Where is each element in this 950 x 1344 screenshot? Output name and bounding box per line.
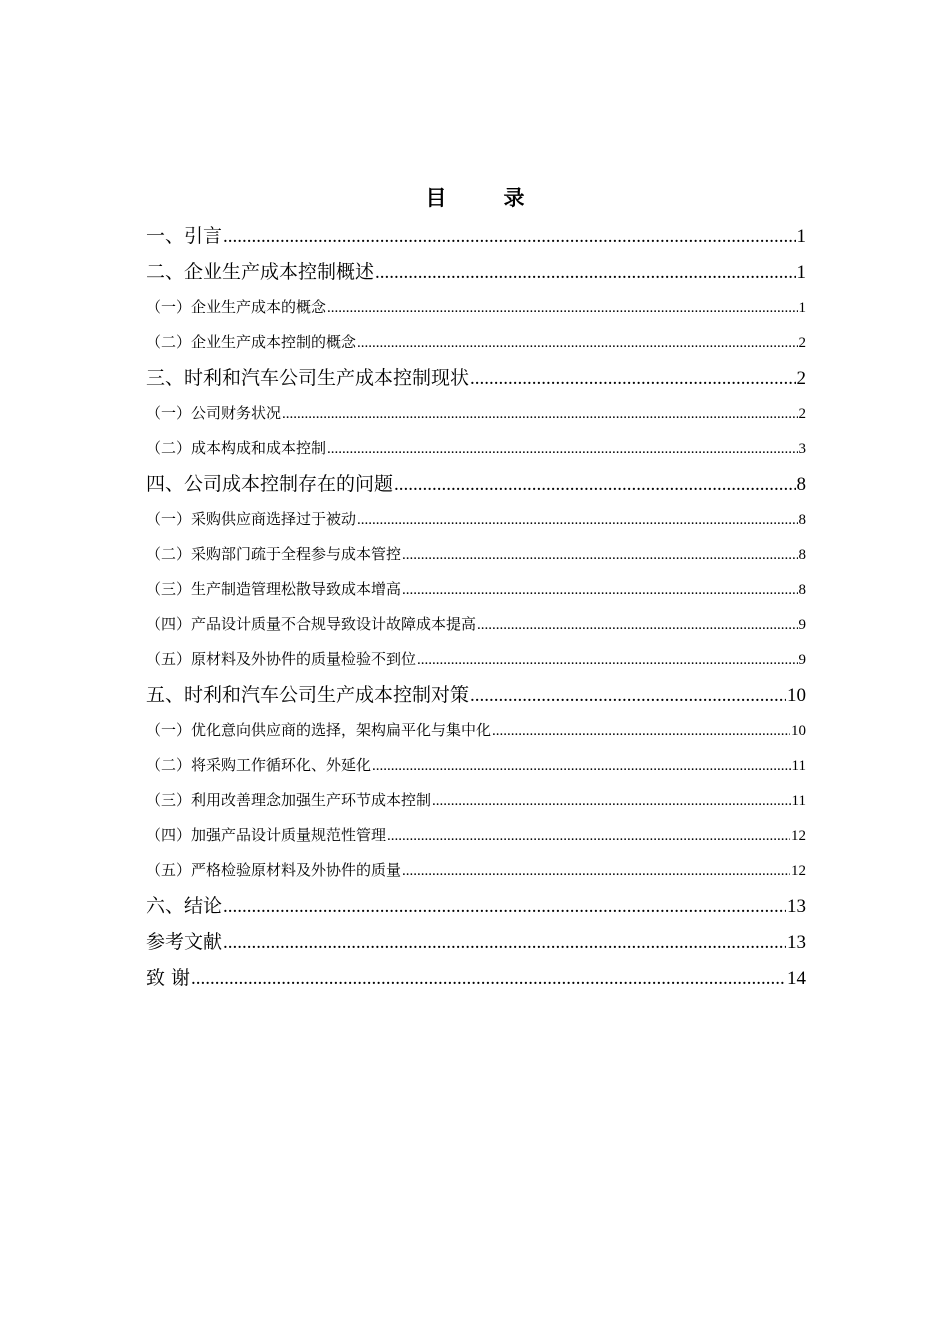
toc-title: 目 录 (425, 185, 543, 210)
toc-page-number: 1 (796, 226, 806, 247)
toc-dot-leader (470, 361, 795, 396)
toc-page-number: 11 (791, 758, 806, 774)
toc-entry[interactable] (146, 607, 806, 642)
toc-dot-leader (372, 749, 791, 783)
toc-entry[interactable] (146, 783, 806, 818)
toc-dot-leader (432, 784, 791, 818)
toc-entry[interactable] (146, 677, 806, 713)
toc-entry-text: 四、公司成本控制存在的问题 (146, 473, 394, 495)
toc-page-number: 8 (798, 512, 806, 528)
toc-page-number: 9 (798, 652, 806, 668)
toc-dot-leader (387, 819, 790, 853)
toc-entry-text: （一）企业生产成本的概念 (146, 298, 327, 316)
toc-entry-text: （三）生产制造管理松散导致成本增高 (146, 580, 402, 598)
toc-page-number: 3 (798, 441, 806, 457)
toc-dot-leader (402, 538, 797, 572)
toc-dot-leader (417, 643, 797, 677)
toc-entry[interactable] (146, 254, 806, 290)
toc-entry-text: （二）企业生产成本控制的概念 (146, 333, 357, 351)
toc-dot-leader (394, 467, 795, 502)
toc-page-number: 10 (787, 685, 806, 706)
toc-entry-text: （二）采购部门疏于全程参与成本管控 (146, 545, 402, 563)
toc-dot-leader (191, 961, 786, 996)
toc-entry-text: 参考文献 (146, 931, 223, 953)
toc-entry[interactable] (146, 572, 806, 607)
toc-entry-text: （二）将采购工作循环化、外延化 (146, 756, 372, 774)
toc-dot-leader (327, 432, 797, 466)
toc-entry-text: （四）加强产品设计质量规范性管理 (146, 826, 387, 844)
toc-dot-leader (357, 503, 797, 537)
toc-entry[interactable] (146, 431, 806, 466)
toc-entry[interactable] (146, 818, 806, 853)
toc-entry[interactable] (146, 888, 806, 924)
toc-entry[interactable] (146, 290, 806, 325)
toc-entry[interactable] (146, 360, 806, 396)
toc-dot-leader (470, 678, 786, 713)
toc-entry[interactable] (146, 396, 806, 431)
toc-entry[interactable] (146, 466, 806, 502)
toc-dot-leader (402, 573, 797, 607)
toc-entry-text: （二）成本构成和成本控制 (146, 439, 327, 457)
toc-dot-leader (357, 326, 797, 360)
toc-entry-text: （五）原材料及外协件的质量检验不到位 (146, 650, 417, 668)
toc-page-number: 2 (798, 406, 806, 422)
toc-entry-text: （一）采购供应商选择过于被动 (146, 510, 357, 528)
toc-dot-leader (492, 714, 790, 748)
toc-page-number: 2 (798, 335, 806, 351)
toc-page-number: 8 (798, 582, 806, 598)
toc-page-number: 11 (791, 793, 806, 809)
toc-page-number: 2 (796, 368, 806, 389)
toc-page-number: 13 (787, 896, 806, 917)
toc-page-number: 12 (791, 863, 806, 879)
toc-entry-text: （一）公司财务状况 (146, 404, 282, 422)
toc-entry-text: 一、引言 (146, 225, 223, 247)
toc-dot-leader (477, 608, 797, 642)
toc-entry-text: （一）优化意向供应商的选择，架构扁平化与集中化 (146, 721, 492, 739)
toc-entry-text: （三）利用改善理念加强生产环节成本控制 (146, 791, 432, 809)
toc-dot-leader (223, 925, 786, 960)
toc-entry[interactable] (146, 748, 806, 783)
toc-page-number: 1 (796, 262, 806, 283)
toc-entry-text: 致 谢 (146, 967, 191, 989)
toc-entry-text: （五）严格检验原材料及外协件的质量 (146, 861, 402, 879)
toc-dot-leader (402, 854, 790, 888)
toc-entry-text: 三、时利和汽车公司生产成本控制现状 (146, 367, 470, 389)
toc-entry[interactable] (146, 713, 806, 748)
toc-dot-leader (223, 219, 795, 254)
toc-entry[interactable] (146, 325, 806, 360)
toc-entry-text: 五、时利和汽车公司生产成本控制对策 (146, 684, 470, 706)
toc-page-number: 1 (798, 300, 806, 316)
toc-entry[interactable] (146, 960, 806, 996)
toc-entry[interactable] (146, 537, 806, 572)
toc-page-number: 8 (798, 547, 806, 563)
toc-entry[interactable] (146, 218, 806, 254)
toc-dot-leader (282, 397, 797, 431)
toc-page-number: 8 (796, 474, 806, 495)
toc-dot-leader (375, 255, 795, 290)
toc-entry-text: （四）产品设计质量不合规导致设计故障成本提高 (146, 615, 477, 633)
toc-page-number: 10 (791, 723, 806, 739)
table-of-contents (146, 218, 806, 996)
toc-entry-text: 二、企业生产成本控制概述 (146, 261, 375, 283)
toc-entry-text: 六、结论 (146, 895, 223, 917)
toc-page-number: 12 (791, 828, 806, 844)
toc-dot-leader (327, 291, 797, 325)
toc-page-number: 14 (787, 968, 806, 989)
toc-page-number: 13 (787, 932, 806, 953)
toc-entry[interactable] (146, 924, 806, 960)
toc-entry[interactable] (146, 502, 806, 537)
toc-dot-leader (223, 889, 786, 924)
toc-entry[interactable] (146, 853, 806, 888)
toc-page-number: 9 (798, 617, 806, 633)
toc-entry[interactable] (146, 642, 806, 677)
